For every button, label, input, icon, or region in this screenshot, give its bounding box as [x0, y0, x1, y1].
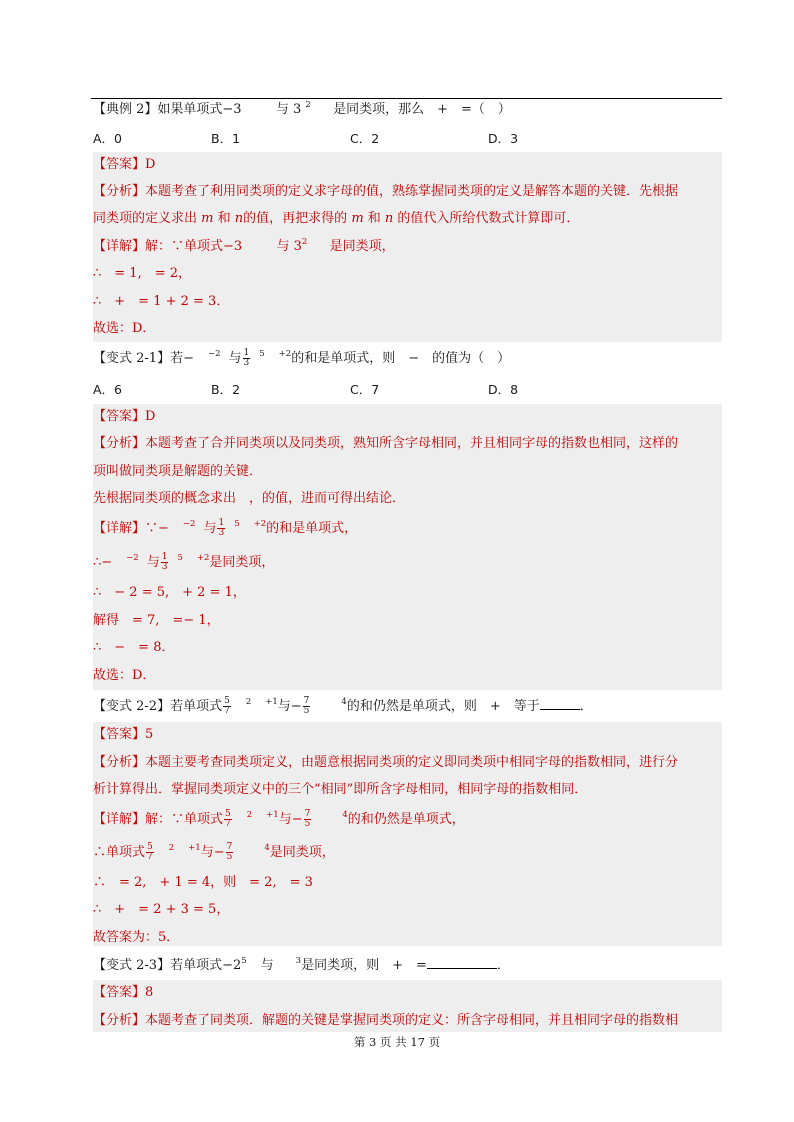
option-b: B．1	[211, 131, 241, 146]
answer-label: 【答案】D	[93, 409, 156, 424]
conclusion: 故选：D．	[93, 668, 156, 683]
option-a: A．0	[93, 131, 123, 146]
answer-label: 【答案】8	[93, 985, 154, 1000]
analysis-text: 同类项的定义求出 m 和 n的值，再把求得的 m 和 n 的值代入所给代数式计算即可．	[93, 211, 580, 226]
option-b: B．2	[211, 382, 241, 397]
page-footer: 第 3 页 共 17 页	[353, 1035, 441, 1049]
answer-blank[interactable]	[540, 697, 580, 710]
step: ∴ + = 2 + 3 = 5，	[93, 902, 230, 917]
step: 解得 = 7, =− 1，	[93, 613, 220, 628]
step: ∴ = 1, = 2，	[93, 266, 191, 281]
option-d: D．3	[488, 131, 519, 146]
analysis-text: 【分析】本题考查了合并同类项以及同类项，熟知所含字母相同，并且相同字母的指数也相同，这样的	[93, 436, 679, 451]
step: ∴ − = 8．	[93, 640, 175, 655]
question-text: 【典例 2】如果单项式−3	[93, 102, 242, 117]
analysis-text: 析计算得出．掌握同类项定义中的三个“相同”即所含字母相同，相同字母的指数相同．	[93, 782, 588, 797]
step: ∴ − 2 = 5, + 2 = 1，	[93, 585, 246, 600]
answer-label: 【答案】D	[93, 157, 156, 172]
detail-text: 【详解】解：∵单项式−3 与 $3^2$ 是同类项，	[93, 237, 395, 254]
analysis-text: 先根据同类项的概念求出 ，的值，进而可得出结论．	[93, 491, 406, 506]
option-a: A．6	[93, 382, 123, 397]
variant-2-1-question: 【变式 2-1】若− $^{-2}$ 与 $\frac{1}{3}$ $^5$ $^{+2}$的和是单项式，则 − 的值为（ ）	[93, 348, 511, 368]
detail-text: ∴单项式 $\frac{5}{7}$ $^2$ $^{+1}$与− $\frac{7}{5}$ $^4$是同类项，	[93, 842, 335, 862]
conclusion: 故选：D．	[93, 321, 156, 336]
conclusion: 故答案为：5．	[93, 930, 180, 945]
option-c: C．7	[350, 382, 380, 397]
variant-2-3-question: 【变式 2-3】若单项式$-2^5$ 与 $^3$是同类项，则 + = ．	[93, 956, 510, 973]
question-text: 是同类项，那么 + =（ ）	[333, 102, 511, 117]
question-text: 与 3	[275, 102, 302, 117]
analysis-text: 项叫做同类项是解题的关键．	[93, 464, 263, 479]
step: ∴ = 2, + 1 = 4，则 = 2, = 3	[93, 875, 313, 890]
analysis-text: 【分析】本题主要考查同类项定义，由题意根据同类项的定义即同类项中相同字母的指数相同，进行分	[93, 755, 679, 770]
detail-text: ∴− $^{-2}$ 与 $\frac{1}{3}$ $^5$ $^{+2}$是同类项，	[93, 552, 275, 572]
option-c: C．2	[350, 131, 380, 146]
analysis-text: 【分析】本题考查了同类项．解题的关键是掌握同类项的定义：所含字母相同，并且相同字母的指数相	[93, 1013, 679, 1028]
step: ∴ + = 1 + 2 = 3．	[93, 294, 230, 309]
detail-text: 【详解】∵− $^{-2}$ 与 $\frac{1}{3}$ $^5$ $^{+2}$的和是单项式，	[93, 518, 358, 538]
exponent: 2	[305, 100, 311, 110]
fraction: $\frac{1}{3}$	[243, 348, 250, 368]
example-2-question	[93, 101, 511, 120]
header-rule	[91, 98, 722, 99]
analysis-text: 【分析】本题考查了利用同类项的定义求字母的值，熟练掌握同类项的定义是解答本题的关键．先根据	[93, 184, 679, 199]
variant-2-2-question: 【变式 2-2】若单项式 $\frac{5}{7}$ $^2$ $^{+1}$与− $\frac{7}{5}$ $^4$的和仍然是单项式，则 + 等于 ．	[93, 696, 593, 716]
detail-text: 【详解】解：∵单项式 $\frac{5}{7}$ $^2$ $^{+1}$与− $\frac{7}{5}$ $^4$的和仍然是单项式，	[93, 809, 465, 829]
answer-label: 【答案】5	[93, 727, 154, 742]
option-d: D．8	[488, 382, 519, 397]
answer-blank[interactable]	[427, 956, 497, 969]
